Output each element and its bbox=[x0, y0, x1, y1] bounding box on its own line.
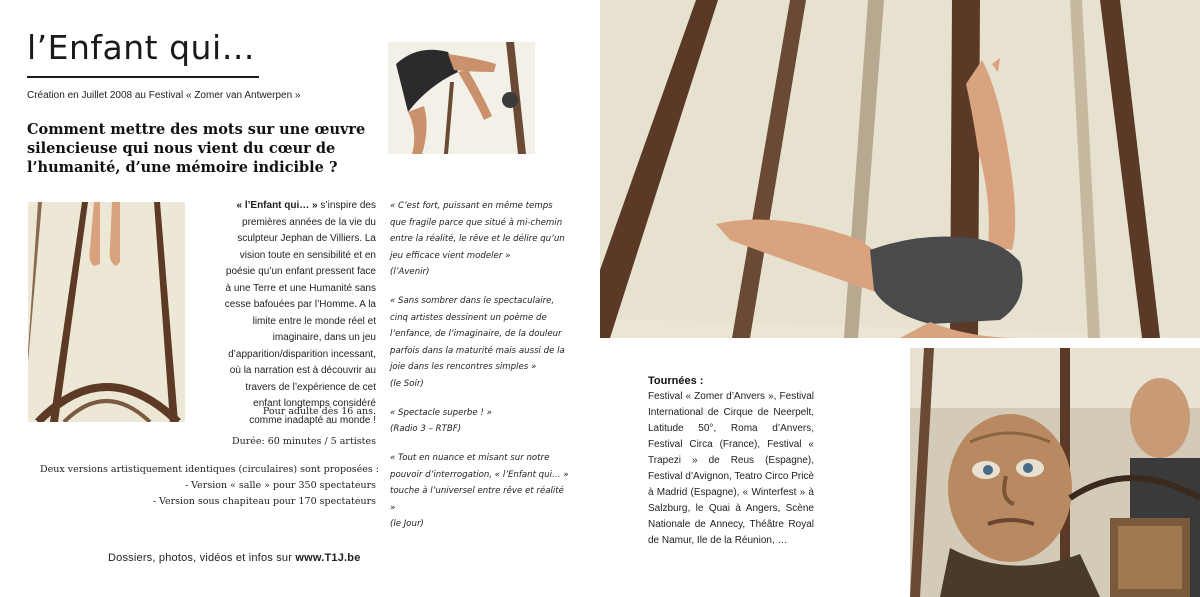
title-underline bbox=[27, 76, 259, 78]
intro-text: s’inspire des premières années de la vie du sculpteur Jephan de Villiers. La vision toute en sensibilité et en poésie qu’un enfant pressent face à une Terre et une Humanité sans cesse bafouées par l’Homme. A la limite entre le monde réel et imaginaire, dans un jeu d’apparition/disparition incessant, où la narration est à découvrir au travers de l’expérience de cet enfant longtemps considéré comme inadapté au monde ! bbox=[224, 200, 376, 426]
contact-line bbox=[108, 552, 361, 564]
age-info: Pour adulte dès 16 ans. bbox=[262, 406, 376, 417]
website-link[interactable]: www.T1J.be bbox=[295, 552, 361, 564]
versions-block bbox=[40, 462, 380, 510]
duration-info: Durée: 60 minutes / 5 artistes bbox=[231, 436, 376, 447]
contact-prefix: Dossiers, photos, vidéos et infos sur bbox=[108, 552, 293, 564]
quote-source: (le Jour) bbox=[390, 519, 424, 529]
quote-text: « Sans sombrer dans le spectaculaire, cinq artistes dessinent un poème de l’enfance, de l’imaginaire, de la douleur parfois dans la maturité mais aussi de la joie dans les rencontres simples » bbox=[390, 296, 565, 372]
quote-text: « Spectacle superbe ! » bbox=[390, 407, 492, 418]
quote-source: (le Soir) bbox=[390, 378, 424, 389]
version-chapiteau: - Version sous chapiteau pour 170 spectateurs bbox=[152, 496, 376, 507]
press-quotes bbox=[390, 198, 570, 545]
tours-heading: Tournées : bbox=[648, 375, 704, 387]
quote-text: « C’est fort, puissant en même temps que fragile parce que situé à mi-chemin entre la réalité, le rêve et le délire qu’un jeu efficace vient modeler » bbox=[390, 201, 565, 261]
intro-paragraph bbox=[220, 198, 376, 429]
quote-text: « Tout en nuance et misant sur notre pouvoir d’interrogation, « l’Enfant qui… » touche à l’universel entre rêve et réalité » bbox=[390, 453, 569, 513]
quote-source: (l’Avenir) bbox=[390, 267, 430, 277]
tours-text: Festival « Zomer d’Anvers », Festival International de Cirque de Neerpelt, Latitude 50°, Roma d’Anvers, Festival Circa (France), Festival « Trapezi » de Reus (Espagne), Festival d’Avignon, Teatro Circo Pricè à Madrid (Espagne), « Winterfest » à Salzburg, le Quai à Angers, Scène Nationale de Annecy, Théâtre Royal de Namur, Ile de la Réunion, … bbox=[648, 391, 814, 546]
photo-feet-under-tent bbox=[28, 202, 185, 422]
versions-intro: Deux versions artistiquement identiques (circulaires) sont proposées : bbox=[40, 464, 380, 475]
quote-source: (Radio 3 – RTBF) bbox=[390, 424, 462, 434]
photo-acrobat-handstand bbox=[600, 0, 1200, 338]
photo-puppet bbox=[910, 348, 1200, 597]
page-title: l’Enfant qui… bbox=[27, 28, 256, 67]
photo-acrobat-legs bbox=[388, 42, 535, 154]
version-salle: - Version « salle » pour 350 spectateurs bbox=[184, 480, 376, 491]
creation-line: Création en Juillet 2008 au Festival « Zomer van Antwerpen » bbox=[27, 90, 301, 101]
lead-question: Comment mettre des mots sur une œuvre silencieuse qui nous vient du cœur de l’humanité, d’une mémoire indicible ? bbox=[27, 121, 366, 176]
intro-quoted-title: « l’Enfant qui… » bbox=[236, 200, 318, 211]
